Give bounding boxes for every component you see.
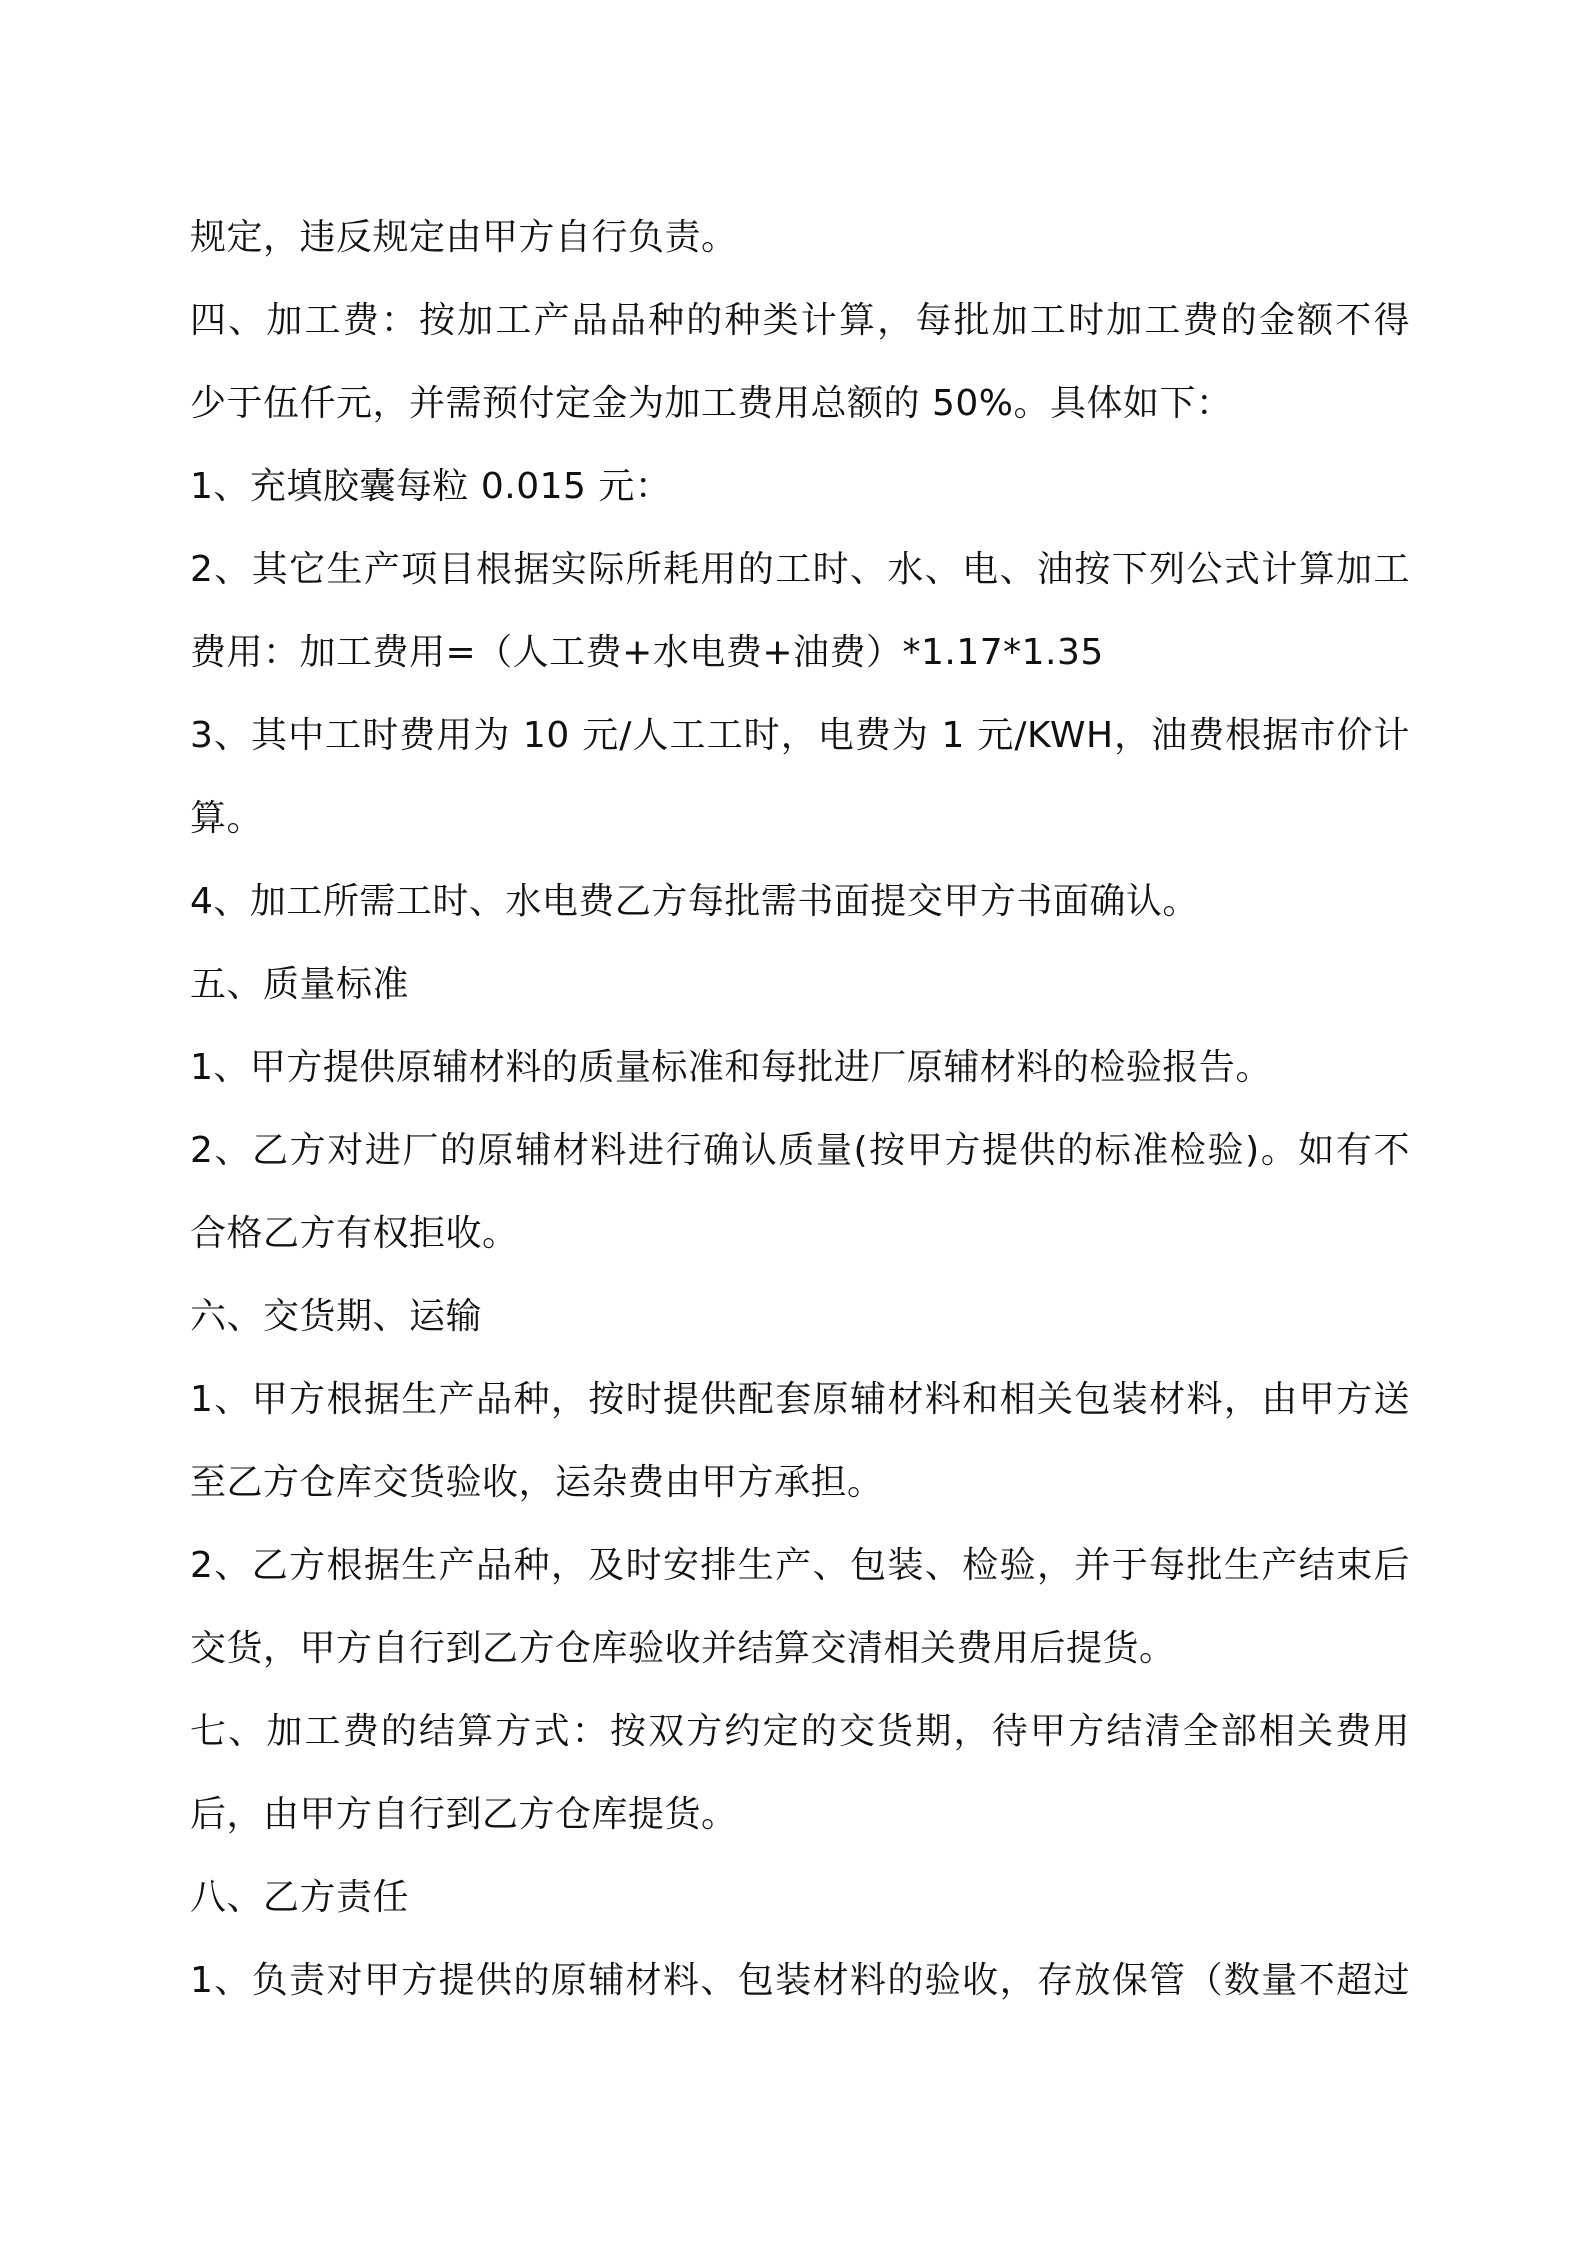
text-line: 交货，甲方自行到乙方仓库验收并结算交清相关费用后提货。 xyxy=(190,1628,1176,1669)
text-line: 后，由甲方自行到乙方仓库提货。 xyxy=(190,1794,738,1835)
text-line: 少于伍仟元，并需预付定金为加工费用总额的 50%。具体如下： xyxy=(190,383,1233,424)
text-line: 2、乙方对进厂的原辅材料进行确认质量(按甲方提供的标准检验)。如有不 xyxy=(190,1130,1410,1171)
text-line: 1、充填胶囊每粒 0.015 元： xyxy=(190,466,672,507)
text-line: 2、其它生产项目根据实际所耗用的工时、水、电、油按下列公式计算加工 xyxy=(190,549,1410,590)
text-line: 费用：加工费用=（人工费+水电费+油费）*1.17*1.35 xyxy=(190,632,1104,673)
text-line: 七、加工费的结算方式：按双方约定的交货期，待甲方结清全部相关费用 xyxy=(190,1711,1410,1752)
text-line: 至乙方仓库交货验收，运杂费由甲方承担。 xyxy=(190,1462,884,1503)
section-heading: 五、质量标准 xyxy=(190,964,410,1005)
section-heading: 八、乙方责任 xyxy=(190,1877,410,1918)
text-line: 算。 xyxy=(190,798,264,839)
document-body xyxy=(190,196,1410,2022)
section-heading: 六、交货期、运输 xyxy=(190,1296,483,1337)
text-line: 2、乙方根据生产品种，及时安排生产、包装、检验，并于每批生产结束后 xyxy=(190,1545,1410,1586)
text-line: 3、其中工时费用为 10 元/人工工时，电费为 1 元/KWH，油费根据市价计 xyxy=(190,715,1410,756)
text-line: 四、加工费：按加工产品品种的种类计算，每批加工时加工费的金额不得 xyxy=(190,300,1410,341)
text-line: 1、负责对甲方提供的原辅材料、包装材料的验收，存放保管（数量不超过 xyxy=(190,1960,1410,2001)
text-line: 规定，违反规定由甲方自行负责。 xyxy=(190,217,738,258)
text-line: 1、甲方提供原辅材料的质量标准和每批进厂原辅材料的检验报告。 xyxy=(190,1047,1272,1088)
text-line: 4、加工所需工时、水电费乙方每批需书面提交甲方书面确认。 xyxy=(190,881,1199,922)
text-line: 1、甲方根据生产品种，按时提供配套原辅材料和相关包装材料，由甲方送 xyxy=(190,1379,1410,1420)
text-line: 合格乙方有权拒收。 xyxy=(190,1213,519,1254)
